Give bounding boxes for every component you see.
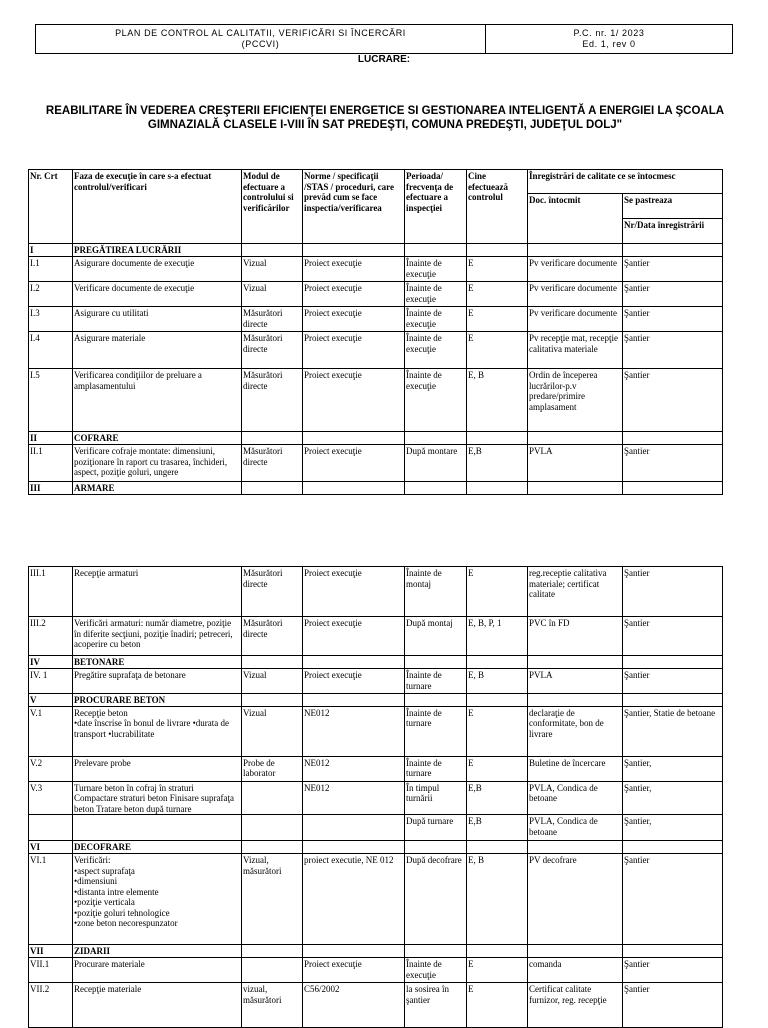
who-cell: E,B xyxy=(467,815,528,841)
kept-cell: Şantier, xyxy=(623,781,723,815)
who-cell xyxy=(467,694,528,707)
table-row xyxy=(29,257,723,282)
document-cell: PVLA, Condica de betoane xyxy=(528,815,623,841)
document-cell: Pv verificare documente xyxy=(528,257,623,282)
document-cell xyxy=(528,945,623,958)
who-cell: E xyxy=(467,983,528,1028)
document-cell: Certificat calitate furnizor, reg. recepţie xyxy=(528,983,623,1028)
period-cell: În timpul turnării xyxy=(405,781,467,815)
period-cell xyxy=(405,244,467,257)
norms-cell: Proiect execuţie xyxy=(303,282,405,307)
kept-cell: Şantier xyxy=(623,282,723,307)
method-cell xyxy=(242,815,303,841)
method-cell xyxy=(242,781,303,815)
who-cell xyxy=(467,244,528,257)
who-cell: E xyxy=(467,756,528,781)
period-cell xyxy=(405,945,467,958)
row-number: VII.1 xyxy=(29,958,73,983)
section-title: ARMARE xyxy=(73,482,242,495)
row-number: VI.1 xyxy=(29,854,73,945)
period-cell: Înainte de turnare xyxy=(405,756,467,781)
method-cell: Măsurători directe xyxy=(242,445,303,482)
kept-cell: Şantier xyxy=(623,567,723,617)
kept-cell: Şantier xyxy=(623,332,723,369)
period-cell: Înainte de turnare xyxy=(405,669,467,694)
norms-cell: Proiect execuţie xyxy=(303,257,405,282)
who-cell: E, B, P, 1 xyxy=(467,617,528,656)
norms-cell xyxy=(303,432,405,445)
kept-cell xyxy=(623,244,723,257)
row-number: V.1 xyxy=(29,706,73,756)
method-cell xyxy=(242,244,303,257)
document-cell xyxy=(528,432,623,445)
phase-cell: Asigurare cu utilitati xyxy=(73,307,242,332)
kept-cell: Şantier, Statie de betoane xyxy=(623,706,723,756)
table-row xyxy=(29,307,723,332)
period-cell: Înainte de execuţie xyxy=(405,307,467,332)
method-cell xyxy=(242,482,303,495)
who-cell xyxy=(467,656,528,669)
col-header-faza: Faza de execuţie în care s-a efectuat controlul/verificari xyxy=(73,170,242,244)
section-row xyxy=(29,432,723,445)
method-cell: Vizual xyxy=(242,669,303,694)
kept-cell xyxy=(623,841,723,854)
who-cell: E xyxy=(467,257,528,282)
row-number: I.5 xyxy=(29,369,73,432)
norms-cell: NE012 xyxy=(303,756,405,781)
lucrare-label: LUCRARE: xyxy=(357,54,411,65)
col-header-perioada: Perioada/ frecvenţa de efectuare a inspecţiei xyxy=(405,170,467,244)
quality-plan-table xyxy=(28,169,723,495)
period-cell: După turnare xyxy=(405,815,467,841)
section-title: COFRARE xyxy=(73,432,242,445)
plan-title: PLAN DE CONTROL AL CALITATII, VERIFICĂRI SI ÎNCERCĂRI xyxy=(115,28,406,38)
row-number xyxy=(29,815,73,841)
table-row xyxy=(29,332,723,369)
method-cell xyxy=(242,656,303,669)
section-row xyxy=(29,945,723,958)
phase-cell: Verificări: •aspect suprafaţa •dimensiuni •distanta intre elemente •poziţie verticala •poziţie goluri tehnologice •zone beton necorespunzator xyxy=(73,854,242,945)
kept-cell: Şantier xyxy=(623,445,723,482)
kept-cell xyxy=(623,945,723,958)
table-header-row xyxy=(29,170,723,194)
row-number: III.1 xyxy=(29,567,73,617)
method-cell xyxy=(242,945,303,958)
doc-number: P.C. nr. 1/ 2023 xyxy=(573,28,645,38)
norms-cell: Proiect execuţie xyxy=(303,617,405,656)
norms-cell: Proiect execuţie xyxy=(303,445,405,482)
row-number: II.1 xyxy=(29,445,73,482)
section-number: III xyxy=(29,482,73,495)
row-number: I.4 xyxy=(29,332,73,369)
col-header-norme: Norme / specificaţii /STAS / proceduri, care prevăd cum se face inspectia/verificarea xyxy=(303,170,405,244)
kept-cell xyxy=(623,656,723,669)
period-cell xyxy=(405,432,467,445)
section-title: PREGĂTIREA LUCRĂRII xyxy=(73,244,242,257)
table-row xyxy=(29,815,723,841)
section-row xyxy=(29,694,723,707)
table-row xyxy=(29,567,723,617)
norms-cell: Proiect execuţie xyxy=(303,307,405,332)
period-cell: După montare xyxy=(405,445,467,482)
document-cell: PVC în FD xyxy=(528,617,623,656)
document-cell xyxy=(528,244,623,257)
period-cell: După montaj xyxy=(405,617,467,656)
method-cell: Măsurători directe xyxy=(242,332,303,369)
norms-cell xyxy=(303,694,405,707)
kept-cell: Şantier xyxy=(623,307,723,332)
kept-cell: Şantier xyxy=(623,854,723,945)
row-number: I.3 xyxy=(29,307,73,332)
method-cell: Vizual xyxy=(242,706,303,756)
phase-cell: Verificare documente de execuţie xyxy=(73,282,242,307)
document-cell: declaraţie de conformitate, bon de livrare xyxy=(528,706,623,756)
document-cell: Pv verificare documente xyxy=(528,282,623,307)
row-number: I.2 xyxy=(29,282,73,307)
who-cell xyxy=(467,945,528,958)
norms-cell xyxy=(303,656,405,669)
phase-cell: Verificarea condiţiilor de preluare a amplasamentului xyxy=(73,369,242,432)
period-cell: Înainte de execuţie xyxy=(405,282,467,307)
who-cell: E,B xyxy=(467,445,528,482)
kept-cell: Şantier xyxy=(623,369,723,432)
header-box xyxy=(35,24,733,54)
method-cell: Măsurători directe xyxy=(242,307,303,332)
period-cell xyxy=(405,841,467,854)
who-cell: E xyxy=(467,282,528,307)
table-row xyxy=(29,781,723,815)
period-cell xyxy=(405,694,467,707)
who-cell xyxy=(467,841,528,854)
period-cell: Înainte de turnare xyxy=(405,706,467,756)
norms-cell xyxy=(303,841,405,854)
document-cell: PV decofrare xyxy=(528,854,623,945)
table-row xyxy=(29,958,723,983)
section-row xyxy=(29,482,723,495)
method-cell: Măsurători directe xyxy=(242,617,303,656)
kept-cell: Şantier xyxy=(623,617,723,656)
kept-cell: Şantier xyxy=(623,983,723,1028)
who-cell: E xyxy=(467,332,528,369)
document-cell: comanda xyxy=(528,958,623,983)
document-cell: Buletine de încercare xyxy=(528,756,623,781)
phase-cell: Pregătire suprafaţa de betonare xyxy=(73,669,242,694)
method-cell xyxy=(242,694,303,707)
who-cell: E,B xyxy=(467,781,528,815)
who-cell xyxy=(467,482,528,495)
phase-cell: Asigurare documente de execuţie xyxy=(73,257,242,282)
col-header-nr-data: Nr/Data înregistrării xyxy=(623,219,723,244)
document-cell xyxy=(528,694,623,707)
kept-cell xyxy=(623,694,723,707)
plan-abbrev: (PCCVI) xyxy=(241,39,280,49)
col-header-cine: Cine efectuează controlul xyxy=(467,170,528,244)
who-cell: E, B xyxy=(467,854,528,945)
period-cell xyxy=(405,656,467,669)
phase-cell: Prelevare probe xyxy=(73,756,242,781)
who-cell: E xyxy=(467,706,528,756)
section-title: ZIDARII xyxy=(73,945,242,958)
norms-cell: NE012 xyxy=(303,781,405,815)
kept-cell xyxy=(623,432,723,445)
norms-cell: Proiect execuţie xyxy=(303,958,405,983)
project-title-line: GIMNAZIALĂ CLASELE I-VIII ÎN SAT PREDEŞTI, COMUNA PREDEŞTI, JUDEŢUL DOLJ" xyxy=(147,119,623,131)
table-row xyxy=(29,445,723,482)
method-cell: Vizual xyxy=(242,282,303,307)
period-cell: Înainte de execuţie xyxy=(405,257,467,282)
table-row xyxy=(29,369,723,432)
norms-cell: proiect executie, NE 012 xyxy=(303,854,405,945)
norms-cell: Proiect execuţie xyxy=(303,332,405,369)
project-title xyxy=(30,104,740,132)
doc-number-cell xyxy=(486,25,732,53)
method-cell: Probe de laborator xyxy=(242,756,303,781)
norms-cell xyxy=(303,815,405,841)
method-cell xyxy=(242,841,303,854)
norms-cell: Proiect execuţie xyxy=(303,369,405,432)
section-number: VI xyxy=(29,841,73,854)
phase-cell: Asigurare materiale xyxy=(73,332,242,369)
section-title: PROCURARE BETON xyxy=(73,694,242,707)
document-cell xyxy=(528,656,623,669)
period-cell: Înainte de execuţie xyxy=(405,958,467,983)
document-cell xyxy=(528,482,623,495)
method-cell: Vizual, măsurători xyxy=(242,854,303,945)
section-number: I xyxy=(29,244,73,257)
table-row xyxy=(29,617,723,656)
section-row xyxy=(29,656,723,669)
section-title: DECOFRARE xyxy=(73,841,242,854)
norms-cell xyxy=(303,482,405,495)
section-number: V xyxy=(29,694,73,707)
project-title-line: REABILITARE ÎN VEDEREA CREŞTERII EFICIENŢEI ENERGETICE SI GESTIONAREA INTELIGENTĂ A ENERGIEI LA ŞCOALA xyxy=(45,105,725,117)
section-row xyxy=(29,244,723,257)
section-title: BETONARE xyxy=(73,656,242,669)
kept-cell: Şantier, xyxy=(623,815,723,841)
table-row xyxy=(29,983,723,1028)
norms-cell: Proiect execuţie xyxy=(303,567,405,617)
who-cell: E, B xyxy=(467,669,528,694)
period-cell: la sosirea în şantier xyxy=(405,983,467,1028)
period-cell: Înainte de montaj xyxy=(405,567,467,617)
col-header-mod: Modul de efectuare a controlului si verificărilor xyxy=(242,170,303,244)
plan-title-cell xyxy=(36,25,486,53)
kept-cell: Şantier xyxy=(623,669,723,694)
period-cell: Înainte de execuţie xyxy=(405,369,467,432)
method-cell: Măsurători directe xyxy=(242,567,303,617)
period-cell: Înainte de execuţie xyxy=(405,332,467,369)
norms-cell: Proiect execuţie xyxy=(303,669,405,694)
method-cell xyxy=(242,432,303,445)
table-row xyxy=(29,756,723,781)
phase-cell: Turnare beton în cofraj în straturi Compactare straturi beton Finisare suprafaţa beton Tratare beton după turnare xyxy=(73,781,242,815)
table-row xyxy=(29,669,723,694)
who-cell xyxy=(467,432,528,445)
kept-cell: Şantier xyxy=(623,257,723,282)
table-row xyxy=(29,282,723,307)
col-header-inregistrari: Înregistrări de calitate ce se întocmesc xyxy=(528,170,723,194)
quality-plan-table xyxy=(28,566,723,1028)
col-header-doc: Doc. întocmit xyxy=(528,194,623,244)
document-cell: Pv verificare documente xyxy=(528,307,623,332)
document-cell: PVLA xyxy=(528,445,623,482)
phase-cell: Recepţie beton •date înscrise în bonul de livrare •durata de transport •lucrabilitate xyxy=(73,706,242,756)
col-header-nr: Nr. Crt xyxy=(29,170,73,244)
row-number: V.3 xyxy=(29,781,73,815)
norms-cell xyxy=(303,945,405,958)
document-cell: Pv recepţie mat, recepţie calitativa materiale xyxy=(528,332,623,369)
phase-cell: Recepţie armaturi xyxy=(73,567,242,617)
row-number: VII.2 xyxy=(29,983,73,1028)
row-number: IV. 1 xyxy=(29,669,73,694)
method-cell xyxy=(242,958,303,983)
section-number: II xyxy=(29,432,73,445)
period-cell: După decofrare xyxy=(405,854,467,945)
document-cell xyxy=(528,841,623,854)
row-number: I.1 xyxy=(29,257,73,282)
row-number: V.2 xyxy=(29,756,73,781)
phase-cell: Verificări armaturi: număr diametre, poziţie în diferite secţiuni, poziţie înadiri; petreceri, acoperire cu beton xyxy=(73,617,242,656)
method-cell: Măsurători directe xyxy=(242,369,303,432)
norms-cell: NE012 xyxy=(303,706,405,756)
phase-cell xyxy=(73,815,242,841)
document-cell: PVLA xyxy=(528,669,623,694)
norms-cell: C56/2002 xyxy=(303,983,405,1028)
kept-cell xyxy=(623,482,723,495)
period-cell xyxy=(405,482,467,495)
section-number: VII xyxy=(29,945,73,958)
norms-cell xyxy=(303,244,405,257)
row-number: III.2 xyxy=(29,617,73,656)
method-cell: vizual, măsurători xyxy=(242,983,303,1028)
document-cell: Ordin de începerea lucrărilor-p.v predare/primire amplasament xyxy=(528,369,623,432)
doc-edition: Ed. 1, rev 0 xyxy=(582,39,636,49)
kept-cell: Şantier xyxy=(623,958,723,983)
method-cell: Vizual xyxy=(242,257,303,282)
document-cell: PVLA, Condica de betoane xyxy=(528,781,623,815)
table-row xyxy=(29,706,723,756)
kept-cell: Şantier, xyxy=(623,756,723,781)
table-row xyxy=(29,854,723,945)
section-row xyxy=(29,841,723,854)
col-header-se-pastreaza: Se pastreaza xyxy=(623,194,723,219)
phase-cell: Verificare cofraje montate: dimensiuni, poziţionare în raport cu trasarea, închideri, aspect, poziţie goluri, ungere xyxy=(73,445,242,482)
who-cell: E xyxy=(467,307,528,332)
phase-cell: Procurare materiale xyxy=(73,958,242,983)
who-cell: E, B xyxy=(467,369,528,432)
phase-cell: Recepţie materiale xyxy=(73,983,242,1028)
who-cell: E xyxy=(467,958,528,983)
who-cell: E xyxy=(467,567,528,617)
document-cell: reg.receptie calitativa materiale; certificat calitate xyxy=(528,567,623,617)
section-number: IV xyxy=(29,656,73,669)
